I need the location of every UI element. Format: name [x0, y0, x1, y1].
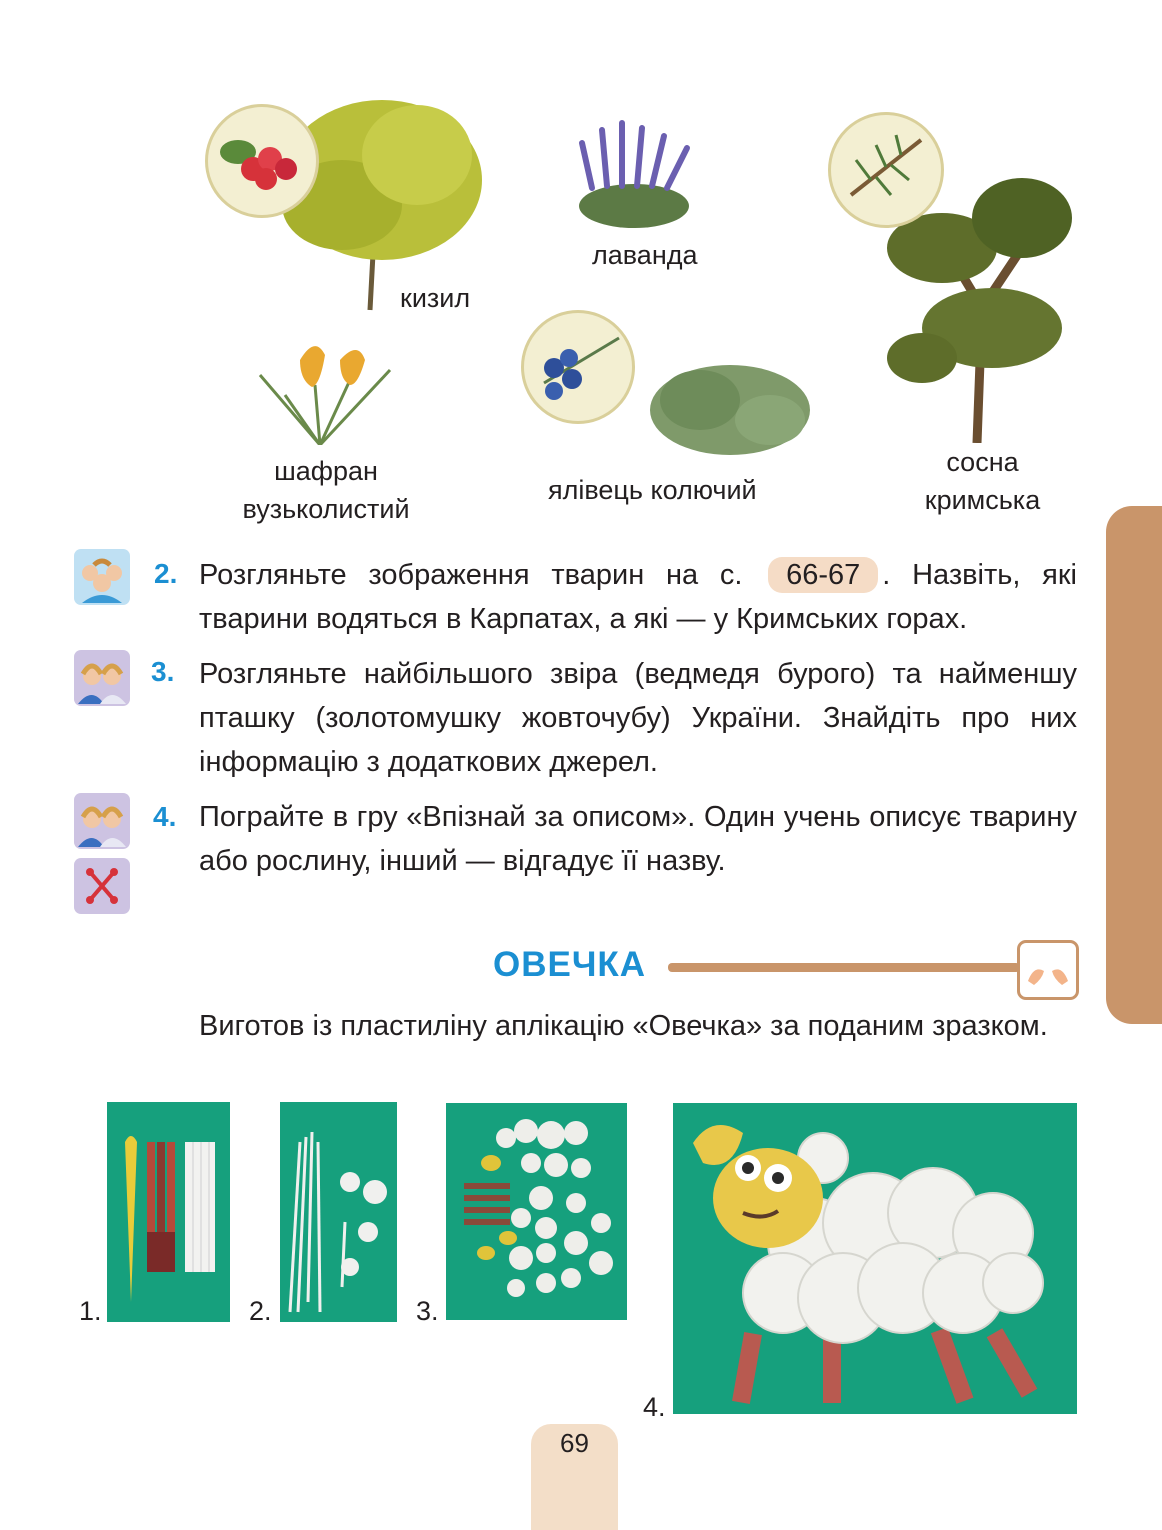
kyzyl-label: кизил	[400, 283, 471, 313]
chapter-side-tab	[1106, 506, 1162, 1024]
lavanda-label: лаванда	[592, 240, 698, 270]
group-of-children-icon	[74, 549, 130, 605]
task-2-number: 2.	[154, 558, 178, 589]
section-title: ОВЕЧКА	[493, 945, 647, 984]
page-reference-badge[interactable]: 66-67	[768, 557, 878, 593]
task-2-text	[199, 553, 1077, 641]
shafran-illustration	[240, 335, 400, 445]
sosna-label-line2: кримська	[924, 485, 1041, 515]
step-1-photo	[107, 1102, 230, 1322]
task-3-text: Розгляньте найбільшого звіра (ведмедя бурого) та найменшу пташку (золотомушку жовточубу) України. Знайдіть про них інформацію з додаткових джерел.	[199, 658, 1077, 778]
step-2-photo	[280, 1102, 397, 1322]
lavanda-illustration	[572, 118, 697, 230]
pair-of-children-icon	[74, 650, 130, 706]
step-4-photo-sheep	[673, 1103, 1077, 1414]
yalivets-bush-illustration	[640, 330, 815, 460]
kyzyl-berries-icon	[205, 104, 319, 218]
step-4-label: 4.	[643, 1392, 666, 1422]
task-4-number: 4.	[153, 801, 177, 832]
task-4-text: Пограйте в гру «Впізнай за описом». Один учень описує тварину або рослину, інший — відгадує її назву.	[199, 801, 1077, 877]
section-title-line	[668, 963, 1020, 972]
pine-branch-icon	[828, 112, 944, 228]
section-intro: Виготов із пластиліну аплікацію «Овечка» за поданим зразком.	[199, 1010, 1048, 1042]
step-3-label: 3.	[416, 1296, 439, 1326]
shafran-label-line1: шафран	[274, 456, 378, 486]
step-3-photo	[446, 1103, 627, 1320]
sosna-label-line1: сосна	[946, 447, 1019, 477]
yalivets-label: ялівець колючий	[548, 475, 757, 505]
sosna-label	[915, 443, 1050, 519]
pair-of-children-icon	[74, 793, 130, 849]
page-number: 69	[531, 1424, 618, 1530]
juniper-berries-icon	[521, 310, 635, 424]
hands-icon	[1017, 940, 1079, 1000]
task-3-number: 3.	[151, 656, 175, 687]
task-2-text-after: . Назвіть, які тварини водяться в Карпатах, а які — у Кримських горах.	[199, 559, 1077, 635]
shafran-label	[226, 452, 426, 528]
step-2-label: 2.	[249, 1296, 272, 1326]
task-2-text-before: Розгляньте зображення тварин на с.	[199, 559, 743, 591]
step-1-label: 1.	[79, 1296, 102, 1326]
shafran-label-line2: вузьколистий	[242, 494, 410, 524]
game-icon	[74, 858, 130, 914]
